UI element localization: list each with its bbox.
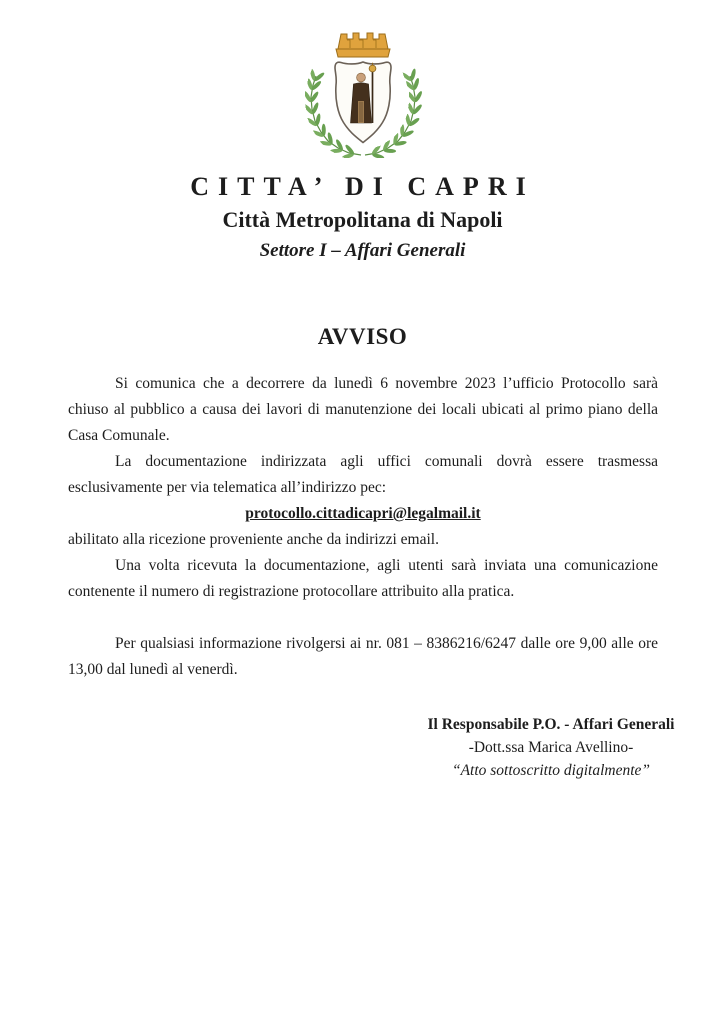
mural-crown-icon (336, 33, 390, 57)
paragraph-closure: Si comunica che a decorrere da lunedì 6 novembre 2023 l’ufficio Protocollo sarà chiuso al pubblico a causa dei lavori di manutenzione dei locali ubicati al primo piano della Casa Comunale. (68, 375, 658, 444)
notice-heading: AVVISO (317, 324, 408, 349)
notice-body (68, 371, 658, 683)
paragraph-contact-info: Per qualsiasi informazione rivolgersi ai nr. 081 – 8386216/6247 dalle ore 9,00 alle ore 13,00 dal lunedì al venerdì. (68, 635, 658, 678)
signature-digital-note: “Atto sottoscritto digitalmente” (451, 762, 651, 779)
department-line: Settore I – Affari Generali (259, 240, 466, 261)
pec-email-link[interactable]: protocollo.cittadicapri@legalmail.it (245, 505, 481, 522)
paragraph-email-note: abilitato alla ricezione proveniente anche da indirizzi email. (68, 531, 439, 548)
signature-block (422, 713, 680, 782)
signature-role: Il Responsabile P.O. - Affari Generali (427, 716, 675, 733)
signature-name: -Dott.ssa Marica Avellino- (468, 739, 634, 756)
capri-emblem-graphic (297, 24, 429, 158)
page-title: CITTA’ DI CAPRI (190, 172, 535, 201)
pec-email-line (68, 501, 658, 527)
coat-of-arms (0, 0, 725, 160)
paragraph-transmission: La documentazione indirizzata agli uffici comunali dovrà essere trasmessa esclusivamente per via telematica all’indirizzo pec: (68, 453, 658, 496)
metropolitan-subtitle: Città Metropolitana di Napoli (222, 207, 503, 232)
paragraph-registration: Una volta ricevuta la documentazione, agli utenti sarà inviata una comunicazione contenente il numero di registrazione protocollare attribuito alla pratica. (68, 557, 658, 600)
